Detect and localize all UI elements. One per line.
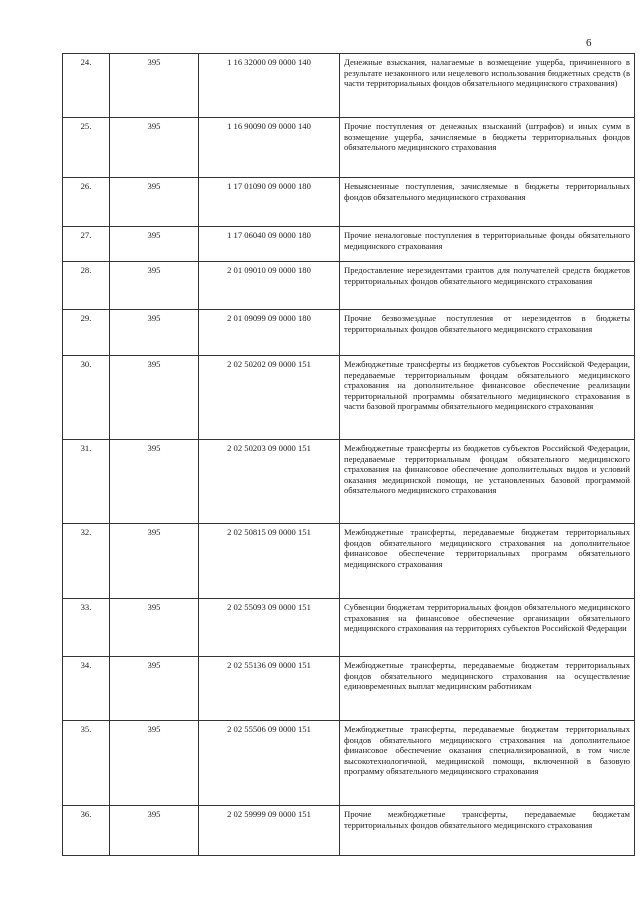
budget-classification-code: 1 17 01090 09 0000 180	[199, 178, 340, 227]
row-number: 32.	[63, 524, 110, 599]
table-row	[63, 310, 635, 356]
row-number: 26.	[63, 178, 110, 227]
row-number: 27.	[63, 227, 110, 262]
table-row	[63, 262, 635, 310]
admin-code: 395	[110, 54, 199, 118]
table-row	[63, 356, 635, 440]
revenue-description: Прочие неналоговые поступления в территориальные фонды обязательного медицинского страхования	[340, 227, 635, 262]
admin-code: 395	[110, 178, 199, 227]
revenue-description: Межбюджетные трансферты, передаваемые бюджетам территориальных фондов обязательного медицинского страхования на дополнительное финансовое обеспечение территориальных программ обязательного медицинского страхования	[340, 524, 635, 599]
table-row	[63, 118, 635, 178]
table-row	[63, 178, 635, 227]
budget-classification-code: 2 02 50203 09 0000 151	[199, 440, 340, 524]
table-row	[63, 657, 635, 721]
revenue-description: Невыясненные поступления, зачисляемые в бюджеты территориальных фондов обязательного медицинского страхования	[340, 178, 635, 227]
budget-classification-code: 2 02 55136 09 0000 151	[199, 657, 340, 721]
row-number: 24.	[63, 54, 110, 118]
budget-classification-code: 2 01 09010 09 0000 180	[199, 262, 340, 310]
revenue-description: Межбюджетные трансферты из бюджетов субъектов Российской Федерации, передаваемые территориальным фондам обязательного медицинского страхования на дополнительное финансовое обеспечение реализации территориальной программы обязательного медицинского страхования в части базовой программы обязательного медицинского страхования	[340, 356, 635, 440]
budget-classification-code: 2 02 59999 09 0000 151	[199, 806, 340, 856]
page-number: 6	[586, 37, 592, 49]
budget-classification-code: 1 16 32000 09 0000 140	[199, 54, 340, 118]
admin-code: 395	[110, 440, 199, 524]
admin-code: 395	[110, 657, 199, 721]
budget-classification-code: 2 01 09099 09 0000 180	[199, 310, 340, 356]
admin-code: 395	[110, 599, 199, 657]
table-row	[63, 721, 635, 806]
row-number: 28.	[63, 262, 110, 310]
revenue-description: Межбюджетные трансферты, передаваемые бюджетам территориальных фондов обязательного медицинского страхования на дополнительное финансовое обеспечение оказания специализированной, в том числе высокотехнологичной, медицинской помощи, включенной в базовую программу обязательного медицинского страхования	[340, 721, 635, 806]
revenue-description: Денежные взыскания, налагаемые в возмещение ущерба, причиненного в результате незаконного или нецелевого использования бюджетных средств (в части территориальных фондов обязательного медицинского страхования)	[340, 54, 635, 118]
admin-code: 395	[110, 524, 199, 599]
table-row	[63, 227, 635, 262]
revenue-description: Межбюджетные трансферты, передаваемые бюджетам территориальных фондов обязательного медицинского страхования на осуществление единовременных выплат медицинским работникам	[340, 657, 635, 721]
row-number: 30.	[63, 356, 110, 440]
revenue-description: Субвенции бюджетам территориальных фондов обязательного медицинского страхования на финансовое обеспечение организации обязательного медицинского страхования на территориях субъектов Российской Федерации	[340, 599, 635, 657]
row-number: 36.	[63, 806, 110, 856]
admin-code: 395	[110, 721, 199, 806]
row-number: 29.	[63, 310, 110, 356]
revenue-description: Межбюджетные трансферты из бюджетов субъектов Российской Федерации, передаваемые территориальным фондам обязательного медицинского страхования на финансовое обеспечение дополнительных видов и условий оказания медицинской помощи, не установленных базовой программой обязательного медицинского страхования	[340, 440, 635, 524]
row-number: 33.	[63, 599, 110, 657]
budget-classification-code: 1 17 06040 09 0000 180	[199, 227, 340, 262]
admin-code: 395	[110, 227, 199, 262]
admin-code: 395	[110, 806, 199, 856]
revenue-codes-table	[62, 53, 635, 856]
admin-code: 395	[110, 310, 199, 356]
revenue-description: Предоставление нерезидентами грантов для получателей средств бюджетов территориальных фондов обязательного медицинского страхования	[340, 262, 635, 310]
table-row	[63, 599, 635, 657]
table-row	[63, 524, 635, 599]
table-row	[63, 54, 635, 118]
table-row	[63, 806, 635, 856]
row-number: 34.	[63, 657, 110, 721]
revenue-description: Прочие безвозмездные поступления от нерезидентов в бюджеты территориальных фондов обязательного медицинского страхования	[340, 310, 635, 356]
budget-classification-code: 2 02 50815 09 0000 151	[199, 524, 340, 599]
budget-classification-code: 1 16 90090 09 0000 140	[199, 118, 340, 178]
row-number: 31.	[63, 440, 110, 524]
row-number: 25.	[63, 118, 110, 178]
budget-classification-code: 2 02 50202 09 0000 151	[199, 356, 340, 440]
revenue-description: Прочие поступления от денежных взысканий (штрафов) и иных сумм в возмещение ущерба, зачисляемые в бюджеты территориальных фондов обязательного медицинского страхования	[340, 118, 635, 178]
admin-code: 395	[110, 262, 199, 310]
budget-classification-code: 2 02 55093 09 0000 151	[199, 599, 340, 657]
admin-code: 395	[110, 356, 199, 440]
row-number: 35.	[63, 721, 110, 806]
revenue-description: Прочие межбюджетные трансферты, передаваемые бюджетам территориальных фондов обязательного медицинского страхования	[340, 806, 635, 856]
admin-code: 395	[110, 118, 199, 178]
table-row	[63, 440, 635, 524]
budget-classification-code: 2 02 55506 09 0000 151	[199, 721, 340, 806]
